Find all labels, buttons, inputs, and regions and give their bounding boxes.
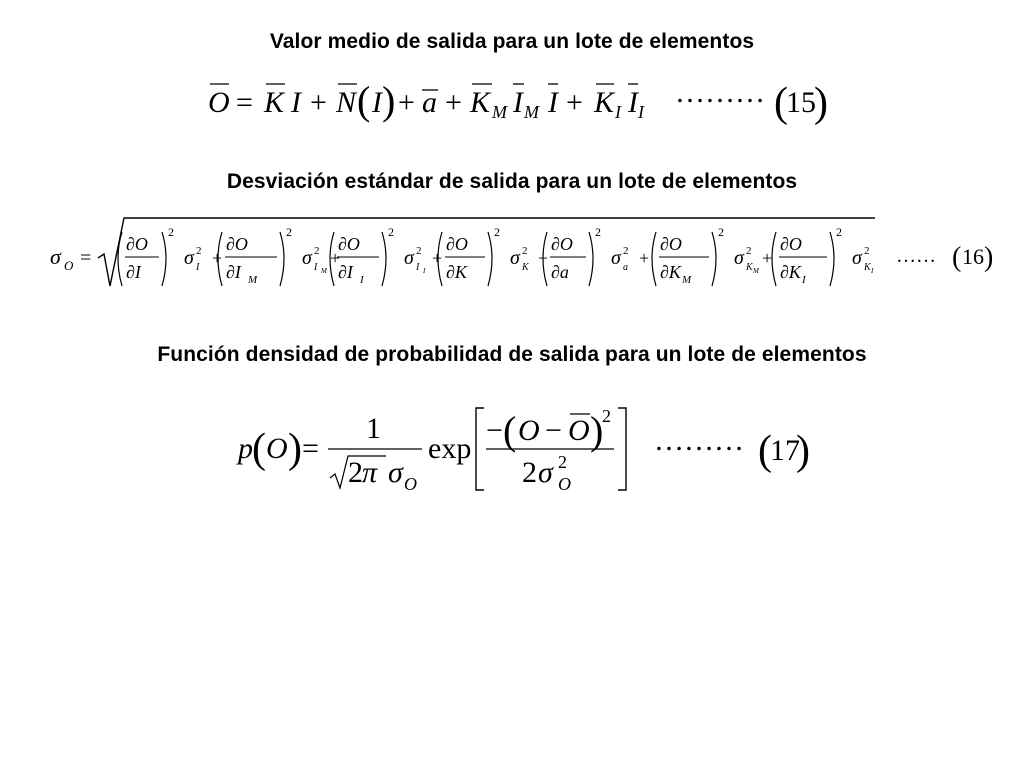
svg-text:a: a <box>422 86 437 119</box>
svg-text:1: 1 <box>366 412 381 445</box>
plus-sign: + <box>639 248 650 268</box>
sigma: σ <box>510 247 520 269</box>
sigma-subscript-sub: M <box>321 267 327 275</box>
square-exponent: 2 <box>286 225 292 239</box>
svg-text:+: + <box>398 86 415 119</box>
sigma: σ <box>734 247 744 269</box>
partial-denominator-sub: M <box>682 274 692 286</box>
plus-sign: + <box>432 248 443 268</box>
svg-text:2: 2 <box>522 456 537 489</box>
sigma-subscript-sub: I <box>871 267 874 275</box>
eq16-leader: …… <box>896 245 936 267</box>
sigma: σ <box>852 247 862 269</box>
sigma-exponent: 2 <box>196 245 202 257</box>
svg-text:(: ( <box>774 80 788 126</box>
svg-text:): ) <box>796 428 810 474</box>
sigma-subscript: I <box>416 262 420 273</box>
sigma-subscript: K <box>864 262 871 273</box>
partial-numerator: ∂O <box>226 234 248 254</box>
svg-text:I: I <box>372 86 382 119</box>
svg-text:O: O <box>64 258 74 273</box>
svg-text:(: ( <box>758 428 772 474</box>
eq15-leader: ……… <box>675 76 765 109</box>
partial-denominator-sub: I <box>802 274 806 286</box>
svg-text:): ) <box>288 426 302 472</box>
sigma-exponent: 2 <box>416 245 422 257</box>
partial-numerator: ∂O <box>338 234 360 254</box>
plus-sign: + <box>212 248 223 268</box>
square-exponent: 2 <box>595 225 601 239</box>
partial-denominator: ∂K <box>780 262 801 282</box>
svg-text:2: 2 <box>348 456 363 489</box>
svg-text:): ) <box>984 242 994 273</box>
sigma-subscript: K <box>522 262 529 273</box>
sigma-exponent: 2 <box>746 245 752 257</box>
partial-denominator: ∂a <box>551 262 569 282</box>
partial-numerator: ∂O <box>446 234 468 254</box>
svg-text:(: ( <box>952 242 962 273</box>
svg-text:+: + <box>445 86 462 119</box>
svg-text:): ) <box>382 78 396 123</box>
partial-numerator: ∂O <box>780 234 802 254</box>
plus-sign: + <box>538 248 549 268</box>
svg-text:2: 2 <box>558 452 567 472</box>
svg-text:): ) <box>590 408 604 453</box>
sigma-subscript: I <box>314 262 318 273</box>
partial-denominator: ∂I <box>126 262 141 282</box>
square-exponent: 2 <box>718 225 724 239</box>
svg-text:σ: σ <box>538 456 553 489</box>
svg-text:σ: σ <box>50 244 61 269</box>
square-exponent: 2 <box>836 225 842 239</box>
svg-text:I: I <box>628 86 638 119</box>
sigma-subscript: K <box>746 262 753 273</box>
svg-text:O: O <box>404 474 417 494</box>
eq15-number: 15 <box>786 86 816 119</box>
svg-text:−: − <box>545 414 562 447</box>
square-exponent: 2 <box>168 225 174 239</box>
svg-text:π: π <box>362 456 378 489</box>
svg-text:σ: σ <box>388 456 403 489</box>
sigma-exponent: 2 <box>864 245 870 257</box>
sigma-subscript-sub: I <box>423 267 426 275</box>
svg-text:K: K <box>470 86 491 119</box>
sigma: σ <box>404 247 414 269</box>
svg-text:I: I <box>513 86 523 119</box>
svg-text:O: O <box>568 414 590 447</box>
svg-text:K: K <box>264 86 285 119</box>
sigma-subscript-sub: M <box>753 267 759 275</box>
svg-text:O: O <box>518 414 540 447</box>
svg-text:I: I <box>548 86 558 119</box>
svg-text:I: I <box>291 86 301 119</box>
heading-std-deviation: Desviación estándar de salida para un lote de elementos <box>226 170 798 193</box>
svg-text:): ) <box>814 80 828 126</box>
heading-pdf: Función densidad de probabilidad de salida para un lote de elementos <box>157 343 867 366</box>
svg-text:−: − <box>486 414 503 447</box>
svg-text:(: ( <box>252 426 266 472</box>
svg-text:O: O <box>266 432 288 465</box>
eq16-number: 16 <box>962 244 984 269</box>
sigma: σ <box>611 247 621 269</box>
sigma: σ <box>184 247 194 269</box>
svg-text:=: = <box>236 86 253 119</box>
sigma-exponent: 2 <box>314 245 320 257</box>
partial-numerator: ∂O <box>126 234 148 254</box>
svg-text:+: + <box>566 86 583 119</box>
sigma: σ <box>302 247 312 269</box>
partial-numerator: ∂O <box>660 234 682 254</box>
partial-denominator-sub: I <box>360 274 364 286</box>
sigma-exponent: 2 <box>522 245 528 257</box>
svg-text:M: M <box>492 102 507 122</box>
partial-denominator: ∂K <box>446 262 467 282</box>
svg-text:O: O <box>208 86 230 119</box>
svg-text:O: O <box>558 474 571 494</box>
svg-text:(: ( <box>357 78 371 123</box>
partial-numerator: ∂O <box>551 234 573 254</box>
svg-text:M: M <box>524 102 539 122</box>
square-exponent: 2 <box>388 225 394 239</box>
eq17-number: 17 <box>770 434 800 467</box>
svg-text:(: ( <box>503 408 517 453</box>
svg-text:=: = <box>80 247 92 269</box>
sigma-exponent: 2 <box>623 245 629 257</box>
partial-denominator: ∂I <box>226 262 241 282</box>
square-exponent: 2 <box>494 225 500 239</box>
eq17-leader: ……… <box>654 424 744 457</box>
plus-sign: + <box>330 248 341 268</box>
partial-denominator: ∂K <box>660 262 681 282</box>
svg-text:N: N <box>336 86 357 119</box>
svg-text:K: K <box>594 86 615 119</box>
sigma-subscript: I <box>196 262 200 273</box>
partial-denominator: ∂I <box>338 262 353 282</box>
svg-text:2: 2 <box>602 406 611 426</box>
svg-text:=: = <box>302 432 319 465</box>
svg-text:I: I <box>638 102 644 122</box>
plus-sign: + <box>762 248 773 268</box>
sigma-subscript: a <box>623 262 628 273</box>
heading-mean-output: Valor medio de salida para un lote de elementos <box>269 30 755 53</box>
partial-denominator-sub: M <box>248 274 258 286</box>
svg-text:I: I <box>615 102 621 122</box>
svg-text:+: + <box>310 86 327 119</box>
svg-text:exp: exp <box>428 432 472 465</box>
svg-text:p: p <box>238 432 253 465</box>
